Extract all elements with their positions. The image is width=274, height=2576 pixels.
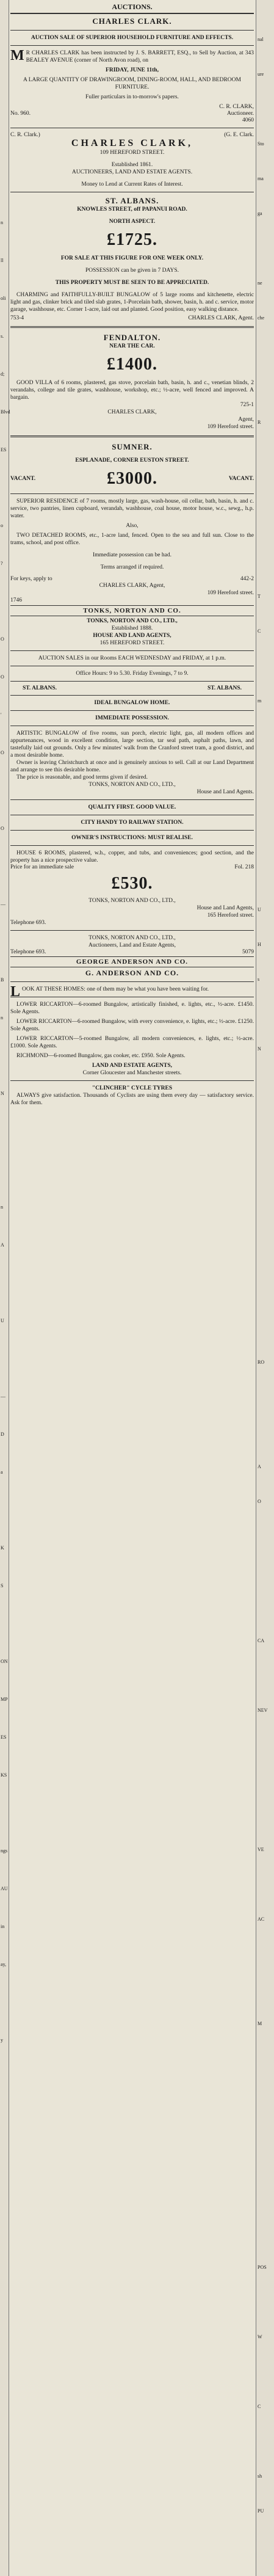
property-notice: THIS PROPERTY MUST BE SEEN TO BE APPRECIATED. — [55, 280, 209, 286]
signature: TONKS, NORTON AND CO., LTD., — [88, 898, 176, 904]
fuller-particulars: Fuller particulars in to-morrow's papers. — [85, 94, 179, 100]
right-column-fragment: H — [258, 942, 261, 947]
money-to-lend: Money to Lend at Current Rates of Interest. — [81, 181, 183, 187]
listing-description: CHARMING and FAITHFULLY-BUILT BUNGALOW of 5 large rooms and kitchenette, electric light and gas, clinker brick and tiled slab grates, 1-Porcelain bath, shower, basin, h. and c. service, motor garage, washhouse, etc. Corner 1-acre, laid out and planted. Good position, easy walking distance. — [10, 292, 254, 313]
signature-title: Auctioneers, Land and Estate Agents, — [88, 942, 176, 948]
right-column-fragment: R — [258, 420, 261, 425]
fendalton-listing — [10, 333, 254, 431]
right-column-fragment: C — [258, 628, 261, 634]
left-column-fragment: a — [1, 1469, 3, 1475]
listing-description-3: The price is reasonable, and good terms given if desired. — [16, 774, 148, 780]
partner-left: C. R. Clark.) — [10, 132, 40, 138]
listing-title: IDEAL BUNGALOW HOME. — [94, 700, 170, 706]
section-header: TONKS, NORTON AND CO. — [10, 605, 254, 616]
right-adjacent-column — [256, 0, 274, 2576]
right-column-fragment: VE — [258, 1847, 264, 1852]
section-header: GEORGE ANDERSON AND CO. — [10, 956, 254, 967]
address: 109 HEREFORD STREET. — [99, 150, 165, 156]
ref-number: 442-2 — [240, 576, 254, 582]
left-column-fragment: o — [1, 523, 3, 528]
signature: CHARLES CLARK, — [107, 409, 157, 415]
listing-title: SUMNER. — [112, 442, 153, 451]
left-column-fragment: d; — [1, 371, 5, 377]
right-column-fragment: Sto — [258, 141, 264, 147]
sale-notice: FOR SALE AT THIS FIGURE FOR ONE WEEK ONLY. — [60, 255, 204, 261]
left-column-fragment: N — [1, 1091, 4, 1096]
listing-price: £3000. — [107, 469, 157, 488]
ref-number: 4060 — [242, 117, 254, 123]
listing-description: SUPERIOR RESIDENCE of 7 rooms, mostly large, gas, wash-house, oil cellar, bath, basin, h. and c. service, two pantries, linen cupboard, verandah, washhouse, coal house, motor house, w.c., sewg., h.p. water. — [10, 498, 254, 519]
established: Established 1888. — [111, 625, 153, 631]
left-column-fragment: MP — [1, 1697, 8, 1702]
right-column-fragment: N — [258, 1046, 261, 1052]
folio: Fol. 218 — [234, 864, 254, 870]
right-column-fragment: ure — [258, 71, 264, 77]
auctions-column — [10, 2, 254, 2574]
right-column-fragment: RO — [258, 1359, 265, 1365]
signature: TONKS, NORTON AND CO., LTD., — [88, 935, 176, 941]
signature: LAND AND ESTATE AGENTS, — [92, 1063, 173, 1069]
advertiser-name: G. ANDERSON AND CO. — [85, 969, 179, 977]
list-item: LOWER RICCARTON—5-roomed Bungalow, all modern conveniences, e. lights, etc.; ½-acre. £1000. Sole Agents. — [10, 1036, 254, 1049]
signature-title: Agent, — [238, 417, 254, 423]
listing-road: KNOWLES STREET, off PAPANUI ROAD. — [77, 206, 187, 213]
right-column-fragment: POS — [258, 2265, 267, 2270]
signature: C. R. CLARK, — [219, 104, 254, 110]
left-column-fragment: ES — [1, 447, 7, 453]
left-column-fragment: y — [1, 2037, 3, 2043]
left-column-fragment: B — [1, 977, 4, 983]
dropcap: L — [10, 984, 21, 1000]
clincher-ad — [10, 1085, 254, 1107]
right-column-fragment: NEV — [258, 1708, 268, 1713]
listing-price: £530. — [111, 874, 153, 893]
address: 165 Hereford street. — [207, 912, 254, 919]
signature: CHARLES CLARK, Agent. — [188, 315, 254, 321]
listing-description: GOOD VILLA of 6 rooms, plastered, gas stove, porcelain bath, basin, h. and c., venetian blinds, 2 verandahs, college and tile grates, washhouse, workshop, etc.; ½-acre, well fenced and improved. A bargain. — [10, 380, 254, 401]
listing-subtitle: ESPLANADE, CORNER EUSTON STREET. — [75, 457, 189, 464]
column-header: AUCTIONS. — [10, 2, 254, 14]
trade-line: AUCTIONEERS, LAND AND ESTATE AGENTS. — [71, 169, 193, 175]
left-column-fragment: n — [1, 1204, 3, 1210]
st-albans-listing — [10, 196, 254, 321]
address: 165 HEREFORD STREET. — [99, 640, 165, 646]
possession-notice: IMMEDIATE POSSESSION. — [95, 715, 169, 721]
ad-headline: "CLINCHER" CYCLE TYRES — [92, 1085, 173, 1091]
sale-date: FRIDAY, JUNE 11th, — [106, 67, 159, 73]
ad-intro: OOK AT THESE HOMES: one of them may be what you have been waiting for. — [22, 986, 209, 992]
district-label: ST. ALBANS. — [207, 685, 242, 691]
signature: CHARLES CLARK, Agent, — [99, 583, 165, 589]
right-column-fragment: ne — [258, 280, 262, 286]
left-column-fragment: S — [1, 1583, 4, 1588]
right-column-fragment: nal — [258, 37, 264, 42]
list-item: LOWER RICCARTON—6-roomed Bungalow, artistically finished, e. lights, etc., ½-acre. £1450. Sole Agents. — [10, 1002, 254, 1015]
listing-price: £1400. — [107, 355, 157, 374]
left-column-fragment: O — [1, 636, 4, 642]
advertiser-name: CHARLES CLARK. — [92, 16, 172, 26]
left-column-fragment: O — [1, 750, 4, 755]
telephone: Telephone 693. — [10, 920, 46, 926]
vacant-label: VACANT. — [228, 476, 254, 482]
right-column-fragment: ma — [258, 176, 264, 181]
left-column-fragment: ES — [1, 1734, 7, 1740]
telephone: Telephone 693. — [10, 949, 46, 955]
right-column-fragment: s — [258, 977, 260, 982]
left-column-fragment: ngs — [1, 1848, 8, 1854]
established: Established 1861. — [111, 162, 153, 168]
listing-aspect: NORTH ASPECT. — [109, 219, 156, 225]
left-column-fragment: K — [1, 1545, 4, 1551]
right-column-fragment: ga — [258, 211, 262, 216]
owner-instructions: OWNER'S INSTRUCTIONS: MUST REALISE. — [71, 835, 193, 841]
advertiser-name: CHARLES CLARK, — [71, 138, 193, 148]
left-column-fragment: n — [1, 1015, 3, 1021]
left-column-fragment: oli — [1, 296, 6, 301]
keys-notice: For keys, apply to — [10, 576, 52, 582]
listing-description-2: TWO DETACHED ROOMS, etc., 1-acre land, fenced. Open to the sea and full sun. Close to the trams, school, and post office. — [10, 533, 254, 546]
right-column-fragment: che — [258, 315, 265, 321]
right-column-fragment: sh — [258, 2473, 262, 2479]
left-column-fragment: KS — [1, 1772, 7, 1778]
left-column-fragment: Blvd — [1, 409, 10, 415]
quality-line: QUALITY FIRST. GOOD VALUE. — [88, 804, 176, 810]
left-column-fragment: U — [1, 1318, 4, 1323]
ref-number: 1746 — [10, 597, 22, 603]
clark-auction-ad — [10, 16, 254, 124]
list-item: RICHMOND—6-roomed Bungalow, gas cooker, etc. £950. Sole Agents. — [16, 1053, 186, 1059]
address: 109 Hereford street. — [207, 424, 254, 430]
possession-notice: POSSESSION can be given in 7 DAYS. — [85, 267, 179, 274]
vacant-label: VACANT. — [10, 476, 36, 482]
right-column-fragment: M — [258, 2021, 262, 2026]
ref-number: No. 960. — [10, 111, 31, 117]
right-column-fragment: PU — [258, 2508, 264, 2514]
sumner-listing — [10, 442, 254, 604]
district-label: ST. ALBANS. — [23, 685, 57, 691]
office-hours: Office Hours: 9 to 5.30. Friday Evenings, 7 to 9. — [76, 671, 189, 677]
left-adjacent-column — [0, 0, 9, 2576]
right-column-fragment: T — [258, 594, 261, 599]
right-column-fragment: C — [258, 2404, 261, 2409]
listing-title: FENDALTON. — [103, 333, 161, 342]
terms-notice: Terms arranged if required. — [100, 564, 164, 570]
dropcap: M — [10, 48, 24, 64]
left-column-fragment: ay, — [1, 1962, 7, 1967]
ref-number: 753-4 — [10, 315, 24, 321]
anderson-ad — [10, 969, 254, 1077]
price-line: Price for an immediate sale — [10, 864, 74, 870]
left-column-fragment: ' — [1, 712, 2, 718]
partner-right: (G. E. Clark. — [224, 132, 254, 138]
right-column-fragment: A — [258, 1464, 261, 1469]
advertiser-name: TONKS, NORTON AND CO., LTD., — [87, 618, 178, 624]
right-column-fragment: U — [258, 907, 261, 912]
possession-notice: Immediate possession can be had. — [92, 552, 171, 558]
left-column-fragment: O — [1, 826, 4, 831]
list-item: LOWER RICCARTON—6-roomed Bungalow, with every convenience, e. lights, etc.; ½-acre. £1250. Sole Agents. — [10, 1019, 254, 1032]
signature: TONKS, NORTON AND CO., LTD., — [88, 782, 176, 788]
also-label: Also, — [126, 523, 139, 529]
signature-title: House and Land Agents. — [196, 789, 254, 795]
left-column-fragment: — — [1, 1394, 5, 1399]
listing-price: £1725. — [107, 230, 157, 249]
left-column-fragment: A — [1, 1242, 4, 1248]
left-column-fragment: in — [1, 1924, 5, 1929]
lot-description: A LARGE QUANTITY OF DRAWINGROOM, DINING-ROOM, HALL, AND BEDROOM FURNITURE. — [23, 77, 241, 90]
left-column-fragment: ON — [1, 1659, 8, 1664]
address: 109 Hereford street. — [207, 590, 254, 596]
auction-notice: AUCTION SALES in our Rooms EACH WEDNESDAY and FRIDAY, at 1 p.m. — [38, 655, 226, 661]
right-column-fragment: CA — [258, 1638, 265, 1643]
ref-number: 725-1 — [240, 402, 254, 408]
right-column-fragment: m — [258, 698, 262, 704]
ad-body: R CHARLES CLARK has been instructed by J. S. BARRETT, ESQ., to Sell by Auction, at 343 BEALEY AVENUE (corner of North Avon road), on — [26, 50, 254, 64]
left-column-fragment: O — [1, 674, 4, 680]
listing-description-2: Owner is leaving Christchurch at once and is genuinely anxious to sell. Call at our Land Department and arrange to see this desirable home. — [10, 760, 254, 773]
left-column-fragment: AU — [1, 1886, 8, 1891]
clark-agency-ad — [10, 132, 254, 188]
listing-title: CITY HANDY TO RAILWAY STATION. — [81, 820, 184, 826]
right-column-fragment: W — [258, 2334, 262, 2340]
left-column-fragment: ll — [1, 258, 4, 263]
trade-line: HOUSE AND LAND AGENTS, — [93, 633, 171, 639]
left-column-fragment: s. — [1, 333, 4, 339]
listing-list — [10, 1001, 254, 1060]
tonks-norton-ad — [10, 617, 254, 955]
ad-headline: AUCTION SALE OF SUPERIOR HOUSEHOLD FURNITURE AND EFFECTS. — [31, 35, 234, 41]
listing-description: ARTISTIC BUNGALOW of five rooms, sun porch, electric light, gas, all modern offices and appurtenances, wood in excellent condition, large section, tar seal path, asphalt paths, lawn, and tastefully laid out grounds. Only a few minutes' walk from the Cranford street tram, a good district, and a most desirable home. — [10, 730, 254, 759]
listing-title: ST. ALBANS. — [105, 196, 159, 205]
listing-subtitle: NEAR THE CAR. — [109, 343, 155, 349]
left-column-fragment: D — [1, 1432, 4, 1437]
right-column-fragment: O — [258, 1499, 261, 1504]
ref-number: 5079 — [242, 949, 254, 955]
left-column-fragment: n — [1, 220, 3, 225]
signature-title: House and Land Agents, — [196, 905, 254, 911]
listing-description-4: HOUSE 6 ROOMS, plastered, w.h., copper, and tubs, and conveniences; good section, and the property has a nice prospective value. — [10, 850, 254, 864]
left-column-fragment: ? — [1, 561, 3, 566]
ad-body: ALWAYS give satisfaction. Thousands of Cyclists are using them every day — satisfactory service. Ask for them. — [10, 1093, 254, 1106]
address: Corner Gloucester and Manchester streets. — [82, 1070, 182, 1076]
right-column-fragment: AC — [258, 1916, 265, 1922]
auctioneer-title: Auctioneer. — [226, 111, 254, 117]
left-column-fragment: — — [1, 901, 5, 907]
